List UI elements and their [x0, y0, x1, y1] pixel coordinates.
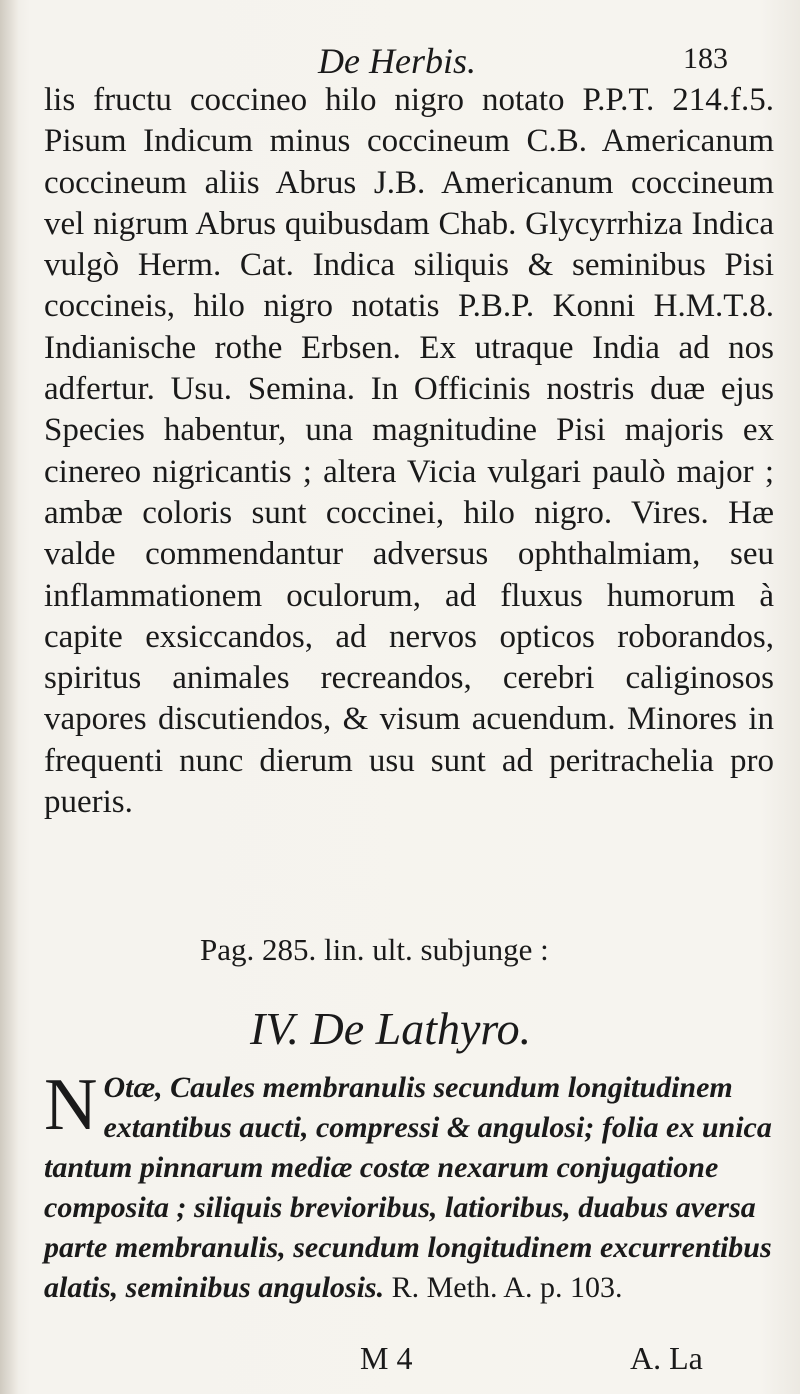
- section-body: [44, 1064, 774, 1308]
- drop-cap-initial: N: [44, 1064, 98, 1146]
- page-header: [0, 40, 800, 80]
- page-footer: [0, 1340, 800, 1380]
- running-title: De Herbis.: [318, 41, 476, 81]
- catchword: A. La: [630, 1340, 703, 1376]
- page-number: 183: [683, 42, 728, 75]
- addendum-note: Pag. 285. lin. ult. subjunge :: [200, 932, 549, 967]
- page-gutter: [0, 0, 18, 1394]
- section-reference: R. Meth. A. p. 103.: [391, 1271, 623, 1304]
- body-paragraph: lis fructu coccineo hilo nigro notato P.P.T. 214.f.5. Pisum Indicum minus coccineum C.B. Americanum coccineum aliis Abrus J.B. Americanum coccineum vel nigrum Abrus quibusdam Chab. Glycyrrhiza Indica vulgò Herm. Cat. Indica siliquis & seminibus Pisi coccineis, hilo nigro notatis P.B.P. Konni H.M.T.8. Indianische rothe Erbsen. Ex utraque India ad nos adfertur. Usu. Semina. In Officinis nostris duæ ejus Species habentur, una magnitudine Pisi majoris ex cinereo nigricantis ; altera Vicia vulgari paulò major ; ambæ coloris sunt coccinei, hilo nigro. Vires. Hæ valde commendantur adversus ophthalmiam, seu inflammationem oculorum, ad fluxus humorum à capite exsiccandos, ad nervos opticos roborandos, spiritus animales recreandos, cerebri caliginosos vapores discutiendos, & visum acuendum. Minores in frequenti nunc dierum usu sunt ad peritrachelia pro pueris.: [44, 82, 774, 821]
- section-heading: IV. De Lathyro.: [250, 1003, 532, 1054]
- section-paragraph: Otæ, Caules membranulis secundum longitudinem extantibus aucti, compressi & angulosi; folia ex unica tantum pinnarum mediæ costæ nexarum conjugatione composita ; siliquis brevioribus, latioribus, duabus aversa parte membranulis, secundum longitudinem excurrentibus alatis, seminibus angulosis.: [44, 1071, 772, 1304]
- main-text-block: [44, 80, 774, 823]
- signature-mark: M 4: [360, 1340, 413, 1376]
